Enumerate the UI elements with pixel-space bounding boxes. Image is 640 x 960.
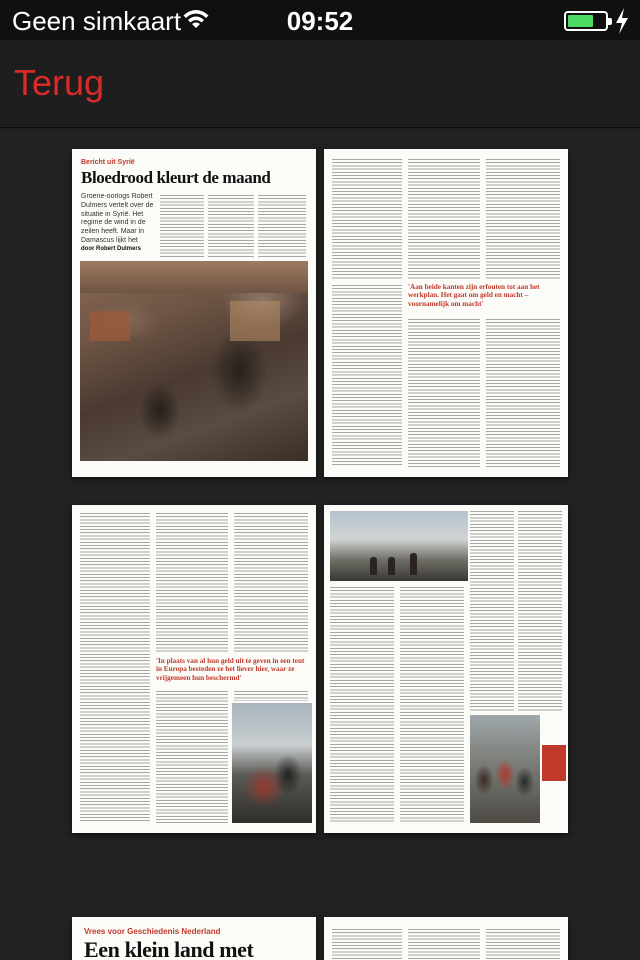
article-headline: Een klein land met — [84, 937, 254, 960]
boat-photo — [232, 703, 312, 823]
clock: 09:52 — [286, 6, 354, 36]
text-column — [486, 159, 560, 279]
carrier-label: Geen simkaart — [12, 6, 182, 36]
text-column — [258, 195, 306, 257]
text-column — [470, 511, 514, 711]
text-column — [234, 691, 308, 701]
text-column — [332, 929, 402, 960]
text-column — [208, 195, 254, 257]
page-thumbnail-1[interactable] — [72, 149, 316, 477]
navigation-bar — [0, 40, 640, 128]
text-column — [156, 513, 228, 653]
text-column — [408, 159, 480, 279]
back-button[interactable]: Terug — [14, 62, 105, 103]
text-column — [332, 159, 402, 279]
article-headline: Bloedrood kleurt de maand — [81, 168, 271, 187]
caption-box — [542, 745, 566, 781]
pull-quote: 'Aan beide kanten zijn erfouten tot aan het werkplan. Het gaat om geld en macht – voornamelijk om macht' — [408, 283, 540, 308]
text-column — [408, 929, 480, 960]
article-kicker: Bericht uit Syrië — [81, 159, 135, 166]
article-kicker: Vrees voor Geschiedenis Nederland — [84, 927, 221, 936]
text-column — [330, 587, 394, 823]
page-thumbnail-grid — [0, 129, 640, 960]
text-column — [156, 691, 228, 823]
lightning-bolt-icon — [614, 8, 630, 34]
text-column — [486, 929, 560, 960]
page-thumbnail-4[interactable] — [324, 505, 568, 833]
market-photo — [80, 261, 308, 461]
battery-level — [568, 15, 593, 27]
text-column — [234, 513, 308, 653]
article-author: door Robert Dulmers — [81, 246, 142, 252]
page-thumbnail-2[interactable] — [324, 149, 568, 477]
battery-icon — [564, 11, 608, 31]
page-thumbnail-6[interactable] — [324, 917, 568, 960]
page-thumbnail-3[interactable] — [72, 505, 316, 833]
page-thumbnail-5[interactable] — [72, 917, 316, 960]
text-column — [160, 195, 204, 257]
text-column — [486, 319, 560, 467]
pull-quote: 'In plaats van al hun geld uit te geven in een tent in Europa besteden ze het liever hier, waar ze vrijgemeen hun beschermd' — [156, 657, 305, 682]
text-column — [518, 511, 562, 711]
text-column — [332, 285, 402, 467]
coast-photo — [330, 511, 468, 581]
crowd-photo — [470, 715, 540, 823]
text-column — [408, 319, 480, 467]
text-column — [400, 587, 464, 823]
status-bar — [0, 0, 640, 40]
article-intro: Groene-oorlogs Robert Dulmers vertelt over de situatie in Syrië. Het regime de wind in de zeilen heeft. Maar in Damascus lijkt het — [81, 193, 154, 243]
text-column — [80, 513, 150, 823]
